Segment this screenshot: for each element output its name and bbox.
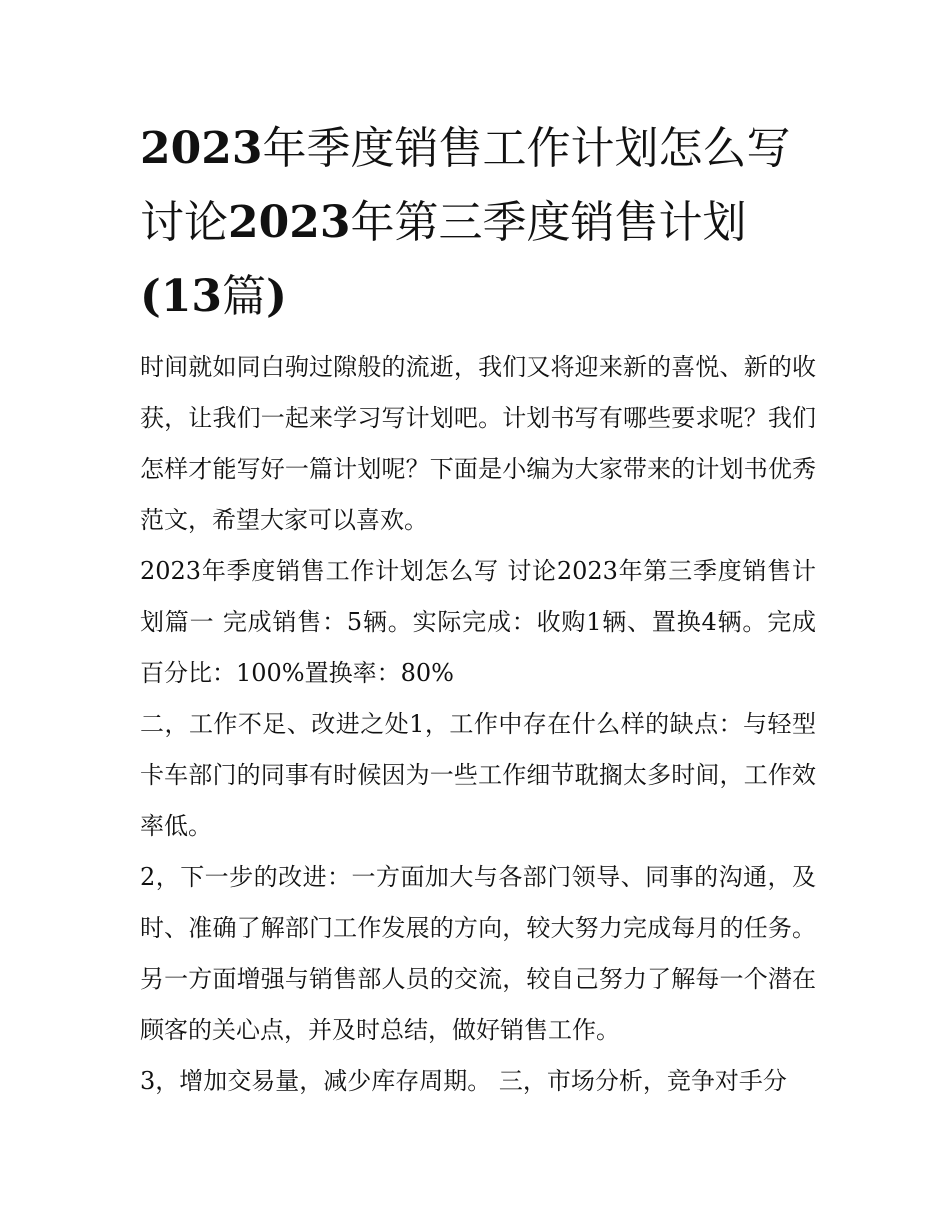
paragraph-market-analysis: 3，增加交易量，减少库存周期。 三，市场分析，竞争对手分 [140, 1067, 787, 1095]
paragraph-shortcomings: 二，工作不足、改进之处1，工作中存在什么样的缺点：与轻型卡车部门的同事有时候因为一些工作细节耽搁太多时间，工作效率低。 [140, 710, 816, 840]
title-text-2: 年第三季度销售计划 [350, 197, 747, 248]
paragraph-improvements: 2，下一步的改进：一方面加大与各部门领导、同事的沟通，及时、准确了解部门工作发展的方向，较大努力完成每月的任务。另一方面增强与销售部人员的交流，较自己努力了解每一个潜在顾客的关心点，并及时总结，做好销售工作。 [140, 863, 816, 1044]
title-text-1: 年季度销售工作计划怎么写 讨论 [140, 123, 791, 248]
document-content [140, 112, 816, 1107]
title-year-2: 2023 [228, 197, 351, 248]
title-year-1: 2023 [140, 123, 263, 174]
title-count: (13 [140, 271, 223, 322]
title-unit: 篇 [222, 271, 267, 322]
document-title [140, 112, 816, 334]
paragraph-intro: 时间就如同白驹过隙般的流逝，我们又将迎来新的喜悦、新的收获，让我们一起来学习写计划吧。计划书写有哪些要求呢？我们怎样才能写好一篇计划呢？下面是小编为大家带来的计划书优秀范文，希望大家可以喜欢。 [140, 353, 816, 534]
paragraph-sales-results: 2023年季度销售工作计划怎么写 讨论2023年第三季度销售计划篇一 完成销售：5辆。实际完成：收购1辆、置换4辆。完成百分比：100%置换率：80% [140, 557, 816, 687]
title-close-paren: ) [266, 271, 287, 322]
